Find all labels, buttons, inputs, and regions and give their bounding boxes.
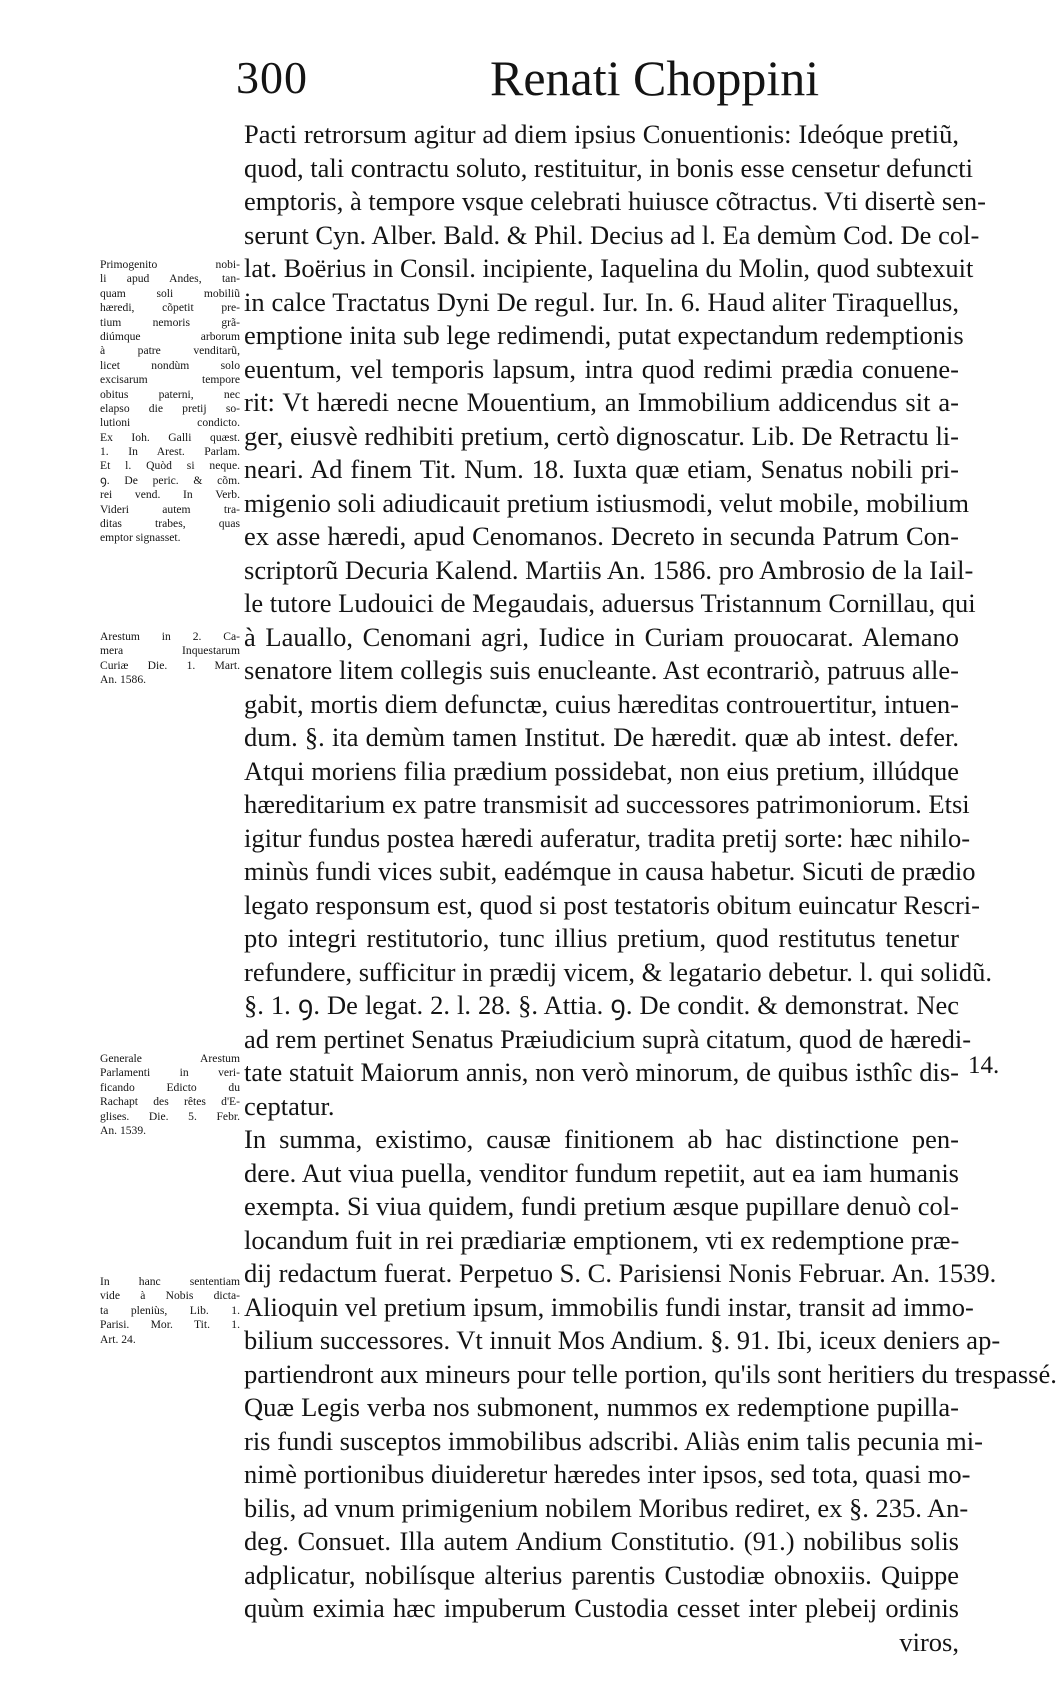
- text-line: neari. Ad finem Tit. Num. 18. Iuxta quæ etiam, Senatus nobili pri-: [244, 454, 959, 484]
- marginal-note-line: Ex Ioh. Galli quæst.: [100, 430, 240, 444]
- text-line: §. 1. ꝯ. De legat. 2. l. 28. §. Attia. ꝯ. De condit. & demonstrat. Nec: [244, 990, 959, 1020]
- text-line: refundere, sufficitur in prædij vicem, & legatario debetur. l. qui solidũ.: [244, 956, 992, 987]
- text-line: lat. Boërius in Consil. incipiente, Iaquelina du Molin, quod subtexuit: [244, 253, 974, 283]
- marginal-note-line: Et l. Quòd si neque.: [100, 459, 240, 473]
- text-line: igitur fundus postea hæredi auferatur, tradita pretij sorte: hæc nihilo-: [244, 822, 971, 853]
- marginal-note-line: mera Inquestarum: [100, 644, 240, 658]
- marginal-note-line: 1. In Arest. Parlam.: [100, 445, 240, 459]
- marginal-note-line: ꝯ. De peric. & cõm.: [100, 473, 240, 487]
- text-line: Pacti retrorsum agitur ad diem ipsius Conuentionis: Ideóque pretiũ,: [244, 119, 959, 149]
- text-line: hæreditarium ex patre transmisit ad successores patrimoniorum. Etsi: [244, 789, 970, 819]
- marginal-note-line: ta pleniùs, Lib. 1.: [100, 1303, 240, 1317]
- marginal-note-line: licet nondùm solo: [100, 358, 240, 372]
- text-line: Alioquin vel pretium ipsum, immobilis fundi instar, transit ad immo-: [244, 1291, 974, 1322]
- text-line: emptione inita sub lege redimendi, putat expectandum redemptionis: [244, 320, 964, 350]
- marginal-note: [100, 630, 240, 688]
- text-line: viros,: [899, 1626, 959, 1657]
- text-line: adplicatur, nobilísque alterius parentis Custodiæ obnoxiis. Quippe: [244, 1559, 959, 1590]
- marginal-note-line: An. 1586.: [100, 673, 147, 687]
- text-line: in calce Tractatus Dyni De regul. Iur. In. 6. Haud aliter Tiraquellus,: [244, 286, 959, 317]
- running-title: Renati Choppini: [490, 50, 820, 106]
- marginal-note-line: Videri autem tra-: [100, 502, 240, 516]
- marginal-note-line: lutioni condicto.: [100, 416, 240, 430]
- marginal-note-line: vide à Nobis dicta-: [100, 1289, 240, 1303]
- marginal-note-line: Arestum in 2. Ca-: [100, 630, 240, 643]
- text-line: In summa, existimo, causæ finitionem ab hac distinctione pen-: [244, 1124, 959, 1154]
- text-line: dere. Aut viua puella, venditor fundum repetiit, aut ea iam humanis: [244, 1157, 959, 1188]
- section-number: 14.: [968, 1052, 1000, 1079]
- marginal-note: [100, 1275, 240, 1347]
- text-line: serunt Cyn. Alber. Bald. & Phil. Decius ad l. Ea demùm Cod. De col-: [244, 219, 980, 250]
- text-line: dij redactum fuerat. Perpetuo S. C. Parisiensi Nonis Februar. An. 1539.: [244, 1258, 997, 1288]
- text-line: ad rem pertinet Senatus Præiudicium suprà citatum, quod de hæredi-: [244, 1023, 972, 1054]
- marginal-note-line: Rachapt des rêtes d'E-: [100, 1095, 240, 1109]
- text-line: quùm eximia hæc impuberum Custodia cesset inter plebeij ordinis: [244, 1593, 959, 1623]
- text-line: migenio soli adiudicauit pretium istiusmodi, velut mobile, mobilium: [244, 487, 970, 518]
- text-line: deg. Consuet. Illa autem Andium Constitutio. (91.) nobilibus solis: [244, 1526, 959, 1556]
- marginal-note-line: Curiæ Die. 1. Mart.: [100, 658, 240, 672]
- marginal-note: [100, 258, 240, 546]
- text-line: à Lauallo, Cenomani agri, Iudice in Curiam prouocarat. Alemano: [244, 621, 959, 652]
- text-line: partiendront aux mineurs pour telle portion, qu'ils sont heritiers du trespassé.: [244, 1358, 1057, 1389]
- marginal-note-line: Parisi. Mor. Tit. 1.: [100, 1318, 240, 1332]
- marginal-note-line: ficando Edicto du: [100, 1080, 240, 1094]
- marginal-note-line: glises. Die. 5. Febr.: [100, 1109, 240, 1123]
- text-line: tate statuit Maiorum annis, non verò minorum, de quibus isthîc dis-: [244, 1057, 959, 1087]
- text-line: ris fundi susceptos immobilibus adscribi. Aliàs enim talis pecunia mi-: [244, 1425, 983, 1456]
- text-line: Quæ Legis verba nos submonent, nummos ex redemptione pupilla-: [244, 1392, 959, 1422]
- text-line: bilis, ad vnum primigenium nobilem Moribus rediret, ex §. 235. An-: [244, 1492, 969, 1523]
- marginal-note-line: Parlamenti in veri-: [100, 1066, 240, 1080]
- marginal-note-line: emptor signasset.: [100, 531, 181, 545]
- marginal-note-line: obitus paterni, nec: [100, 387, 240, 401]
- text-line: Atqui moriens filia prædium possidebat, non eius pretium, illúdque: [244, 755, 959, 786]
- marginal-note: [100, 1052, 240, 1138]
- text-line: scriptorũ Decuria Kalend. Martiis An. 1586. pro Ambrosio de la Iail-: [244, 554, 974, 585]
- text-line: ger, eiusvè redhibiti pretium, certò dignoscatur. Lib. De Retractu li-: [244, 420, 959, 451]
- text-line: ex asse hæredi, apud Cenomanos. Decreto in secunda Patrum Con-: [244, 521, 959, 551]
- text-line: senatore litem collegis suis enucleante. Ast econtrariò, patruus alle-: [244, 655, 959, 685]
- text-line: gabit, mortis diem defunctæ, cuius hæreditas controuertitur, intuen-: [244, 688, 959, 719]
- marginal-note-line: excisarum tempore: [100, 373, 240, 387]
- text-line: locandum fuit in rei prædiariæ emptionem, vti ex redemptione præ-: [244, 1224, 960, 1255]
- marginal-note-line: quam soli mobiliũ: [100, 286, 240, 300]
- marginal-note-line: elapso die pretij so-: [100, 401, 240, 415]
- text-line: emptoris, à tempore vsque celebrati huiusce cõtractus. Vti disertè sen-: [244, 186, 986, 216]
- marginal-note-line: Generale Arestum: [100, 1052, 240, 1065]
- marginal-note-line: ditas trabes, quas: [100, 517, 240, 531]
- marginal-note-line: li apud Andes, tan-: [100, 272, 240, 286]
- marginal-note-line: à patre venditarũ,: [100, 344, 240, 358]
- text-line: quod, tali contractu soluto, restituitur, in bonis esse censetur defuncti: [244, 152, 973, 183]
- text-line: ceptatur.: [244, 1090, 335, 1121]
- text-line: euentum, vel temporis lapsum, intra quod redimi prædia conuene-: [244, 353, 959, 384]
- marginal-note-line: Art. 24.: [100, 1332, 136, 1346]
- marginal-note-line: Primogenito nobi-: [100, 258, 240, 271]
- text-line: bilium successores. Vt innuit Mos Andium. §. 91. Ibi, iceux deniers ap-: [244, 1325, 1001, 1355]
- text-line: le tutore Ludouici de Megaudais, aduersus Tristannum Cornillau, qui: [244, 588, 976, 618]
- marginal-note-line: In hanc sententiam: [100, 1275, 240, 1288]
- text-line: exempta. Si viua quidem, fundi pretium æsque pupillare denuò col-: [244, 1191, 959, 1221]
- text-line: rit: Vt hæredi necne Mouentium, an Immobilium addicendus sit a-: [244, 387, 959, 417]
- text-line: minùs fundi vices subit, eadémque in causa habetur. Sicuti de prædio: [244, 856, 976, 886]
- marginal-note-line: rei vend. In Verb.: [100, 488, 240, 502]
- marginal-note-line: diúmque arborum: [100, 329, 240, 343]
- marginal-note-line: tium nemoris grã-: [100, 315, 240, 329]
- text-line: nimè portionibus diuideretur hæredes inter ipsos, sed tota, quasi mo-: [244, 1459, 971, 1489]
- marginal-note-line: hæredi, cõpetit pre-: [100, 301, 240, 315]
- text-line: pto integri restitutorio, tunc illius pretium, quod restitutus tenetur: [244, 923, 959, 953]
- marginal-note-line: An. 1539.: [100, 1123, 147, 1137]
- page-number: 300: [236, 52, 308, 103]
- text-line: dum. §. ita demùm tamen Institut. De hæredit. quæ ab intest. defer.: [244, 722, 959, 752]
- text-line: legato responsum est, quod si post testatoris obitum euincatur Rescri-: [244, 889, 980, 920]
